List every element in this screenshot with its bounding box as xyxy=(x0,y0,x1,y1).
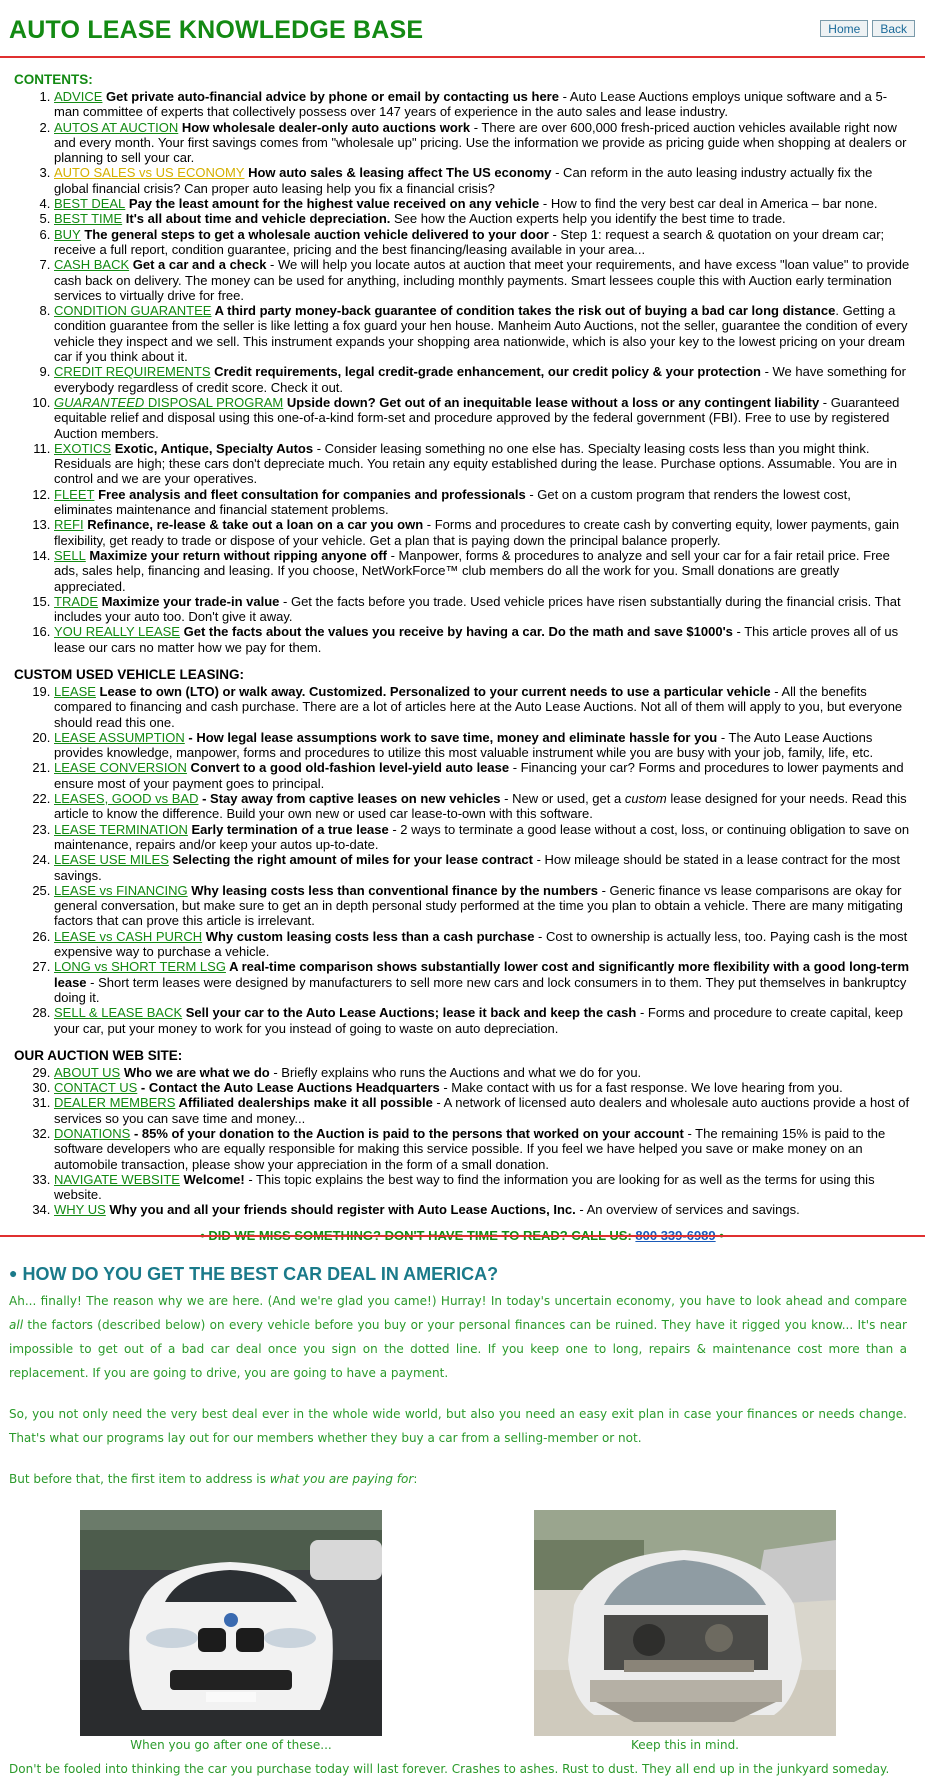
phone-link[interactable]: 800 339-6989 xyxy=(635,1227,716,1243)
toc-description: - Generic finance vs lease comparisons are okay for general conversation, but make sure to get an in depth personal study performed at the time you plan to obtain a vehicle. There are many mitigating factors that can prove this article is irrelevant. xyxy=(54,882,903,929)
toc-link-lease-vs-cash-purch[interactable] xyxy=(54,929,202,944)
toc-description: - Can reform in the auto leasing industry actually fix the global financial crisis? Can proper auto leasing help you fix a financial crisis? xyxy=(54,165,873,196)
toc-item xyxy=(54,395,910,441)
toc-description: - Get the facts before you trade. Used vehicle prices have risen substantially during the financial crisis. That includes your auto too. Don't give it away. xyxy=(54,593,901,625)
toc-link-best-time[interactable] xyxy=(54,211,122,226)
toc-link-label[interactable]: CONTACT US xyxy=(54,1080,138,1096)
toc-link-lease-vs-financing[interactable] xyxy=(54,883,188,898)
toc-link-lease-assumption[interactable] xyxy=(54,730,185,745)
p1-text-tail: the factors (described below) on every vehicle before you buy or your personal finances can be ruined. They have it rigged you know... It's near impossible to get out of a bad car deal once you sign on the dotted line. If you keep one to long, repairs & maintenance cost more than a replacement. If you are going to drive, you are going to have a payment. xyxy=(9,1318,907,1380)
toc-link-cash-back[interactable] xyxy=(54,257,129,272)
toc-item xyxy=(54,441,910,487)
p3-tail: : xyxy=(413,1472,418,1486)
toc-summary: Refinance, re-lease & take out a loan on a car you own xyxy=(83,517,424,533)
toc-description: - Step 1: request a search & quotation on your dream car; receive a full report, condition guarantee, pricing and the best financing/leasing available in your area... xyxy=(54,226,885,257)
toc-item xyxy=(54,1080,910,1095)
toc-item xyxy=(54,487,910,518)
toc-description: - Forms and procedures to create cash by converting equity, lower payments, gain flexibility, get ready to trade or dispose of your vehicle. Get a plan that is paying down the principal balance properly. xyxy=(54,517,900,548)
toc-description: - Auto Lease Auctions employs unique software and a 5-man committee of experts that collectively possess over 147 years of experience in the auto sales and lease industry. xyxy=(54,89,888,120)
site-title: AUTO LEASE KNOWLEDGE BASE xyxy=(9,16,424,44)
toc-description: - Cost to ownership is actually less, too. Paying cash is the most expensive way to purchase a vehicle. xyxy=(54,928,908,960)
toc-link-label[interactable]: LEASE vs CASH PURCH xyxy=(54,928,203,944)
toc-description: - Get on a custom program that renders the lowest cost, eliminates maintenance and financial statement problems. xyxy=(54,486,851,518)
toc-summary: - Contact the Auto Lease Auctions Headquarters xyxy=(137,1080,440,1096)
toc-link-label[interactable]: LEASE TERMINATION xyxy=(54,821,188,837)
toc-summary: How auto sales & leasing affect The US economy xyxy=(244,165,552,181)
toc-summary: A real-time comparison shows substantially lower cost and significantly more flexibility with a good long-term lease xyxy=(54,959,910,990)
toc-item xyxy=(54,165,910,196)
toc-item xyxy=(54,760,910,791)
toc-summary: Lease to own (LTO) or walk away. Customized. Personalized to your current needs to use a particular vehicle xyxy=(95,683,771,699)
wrecked-car-caption: Keep this in mind. xyxy=(631,1738,739,1752)
new-car-photo xyxy=(80,1510,382,1736)
toc-summary: Selecting the right amount of miles for your lease contract xyxy=(168,852,533,868)
article-title-text: HOW DO YOU GET THE BEST CAR DEAL IN AMERICA? xyxy=(22,1264,499,1284)
toc-summary: The general steps to get a wholesale auction vehicle delivered to your door xyxy=(80,226,549,242)
toc-link-label[interactable]: NAVIGATE WEBSITE xyxy=(54,1171,180,1187)
toc-summary: Upside down? Get out of an inequitable lease without a loss or any contingent liability xyxy=(283,394,820,410)
toc-summary: Maximize your trade-in value xyxy=(98,593,280,609)
toc-description: - 2 ways to terminate a good lease without a cost, loss, or continuing obligation to save on maintenance, repairs and/or keep your autos up-to-date. xyxy=(54,821,910,852)
toc-link-label[interactable]: AUTO SALES vs US ECONOMY xyxy=(54,165,245,181)
toc-link-label[interactable]: LEASE xyxy=(54,683,96,699)
toc-item xyxy=(54,1172,910,1203)
toc-description: - A network of licensed auto dealers and wholesale auto auctions provide a host of services so you can save time and money... xyxy=(54,1095,910,1126)
toc-item xyxy=(54,548,910,594)
toc-summary: Free analysis and fleet consultation for companies and professionals xyxy=(94,486,526,502)
toc-item xyxy=(54,89,910,120)
toc-item xyxy=(54,1095,910,1126)
toc-link-lease-conversion[interactable] xyxy=(54,760,187,775)
new-car-caption: When you go after one of these... xyxy=(130,1738,332,1752)
home-button[interactable]: Home xyxy=(820,20,868,37)
article-title xyxy=(9,1262,907,1285)
toc-description: - How to find the very best car deal in America – bar none. xyxy=(539,196,878,212)
toc-summary: Get the facts about the values you receive by having a car. Do the math and save $1000's xyxy=(179,624,733,640)
toc-description: - Forms and procedure to create capital, keep your car, put your money to work for you instead of going to waste on auto depreciation. xyxy=(54,1005,903,1036)
article-paragraph-1 xyxy=(9,1289,907,1385)
toc-link-label[interactable]: SELL & LEASE BACK xyxy=(54,1005,183,1021)
toc-link-label[interactable]: EXOTICS xyxy=(54,440,112,456)
website-list xyxy=(14,1065,910,1218)
website-heading: OUR AUCTION WEB SITE: xyxy=(14,1047,183,1063)
toc-link-label[interactable]: CASH BACK xyxy=(54,257,130,273)
article-paragraph-3 xyxy=(9,1467,907,1491)
toc-link-label[interactable]: TRADE xyxy=(54,593,99,609)
toc-summary: Credit requirements, legal credit-grade enhancement, our credit policy & your protection xyxy=(210,364,761,380)
toc-description: . Getting a condition guarantee from the seller is like letting a fox guard your hen house. Manheim Auto Auctions, not the seller, guarantee the condition of every vehicle they inspect and we sell. This instrument expands your shopping area nationwide, which is also your key to the lowest pricing on your dream car if you think about it. xyxy=(54,303,908,365)
toc-link-lease[interactable] xyxy=(54,684,96,699)
toc-summary: - 85% of your donation to the Auction is paid to the persons that worked on your account xyxy=(130,1126,684,1141)
toc-item xyxy=(54,883,910,929)
toc-link-guaranteed-disposal-program[interactable] xyxy=(54,395,283,410)
toc-item xyxy=(54,1202,910,1217)
toc-link-label[interactable]: WHY US xyxy=(54,1202,106,1218)
toc-link-condition-guarantee[interactable] xyxy=(54,303,211,318)
toc-link-label[interactable]: DISPOSAL PROGRAM xyxy=(144,394,284,410)
toc-summary: Convert to a good old-fashion level-yield auto lease xyxy=(186,760,510,776)
header xyxy=(0,0,925,58)
best-deal-article xyxy=(9,1262,907,1491)
callout-tail: • xyxy=(715,1227,724,1243)
toc-description: - We have something for everybody regardless of credit score. Check it out. xyxy=(54,364,906,395)
toc-link-best-deal[interactable] xyxy=(54,196,125,211)
toc-link-label[interactable]: LEASE USE MILES xyxy=(54,852,169,868)
toc-link-label[interactable]: FLEET xyxy=(54,486,95,502)
toc-link-exotics[interactable] xyxy=(54,441,111,456)
toc-item xyxy=(54,684,910,730)
toc-item xyxy=(54,730,910,761)
article-paragraph-2: So, you not only need the very best deal ever in the whole wide world, but also you need an easy exit plan in case your finances or needs change. That's what our programs lay out for our members whether they buy a car from a selling-member or not. xyxy=(9,1407,907,1445)
toc-link-long-vs-short-term-lsg[interactable] xyxy=(54,959,226,974)
toc-link-why-us[interactable] xyxy=(54,1202,106,1217)
table-of-contents xyxy=(14,72,910,1243)
toc-description: - There are over 600,000 fresh-priced auction vehicles available right now and every month. Your first savings comes from "wholesale up" pricing. Use the information we provide as pricing guide when shopping at dealers or planning to sell your car. xyxy=(54,119,907,166)
toc-item xyxy=(54,594,910,625)
toc-summary: Get private auto-financial advice by phone or email by contacting us here xyxy=(102,89,559,104)
toc-item xyxy=(54,517,910,548)
nav-buttons xyxy=(820,20,915,37)
toc-description-emphasis: custom xyxy=(624,791,667,807)
toc-link-label[interactable]: ABOUT US xyxy=(54,1064,121,1080)
toc-link-label[interactable]: LEASE vs FINANCING xyxy=(54,882,188,898)
p1-text: Ah... finally! The reason why we are here. (And we're glad you came!) Hurray! In today's uncertain economy, you have to look ahead and compare xyxy=(9,1294,907,1308)
toc-description-tail: lease designed for your needs. Read this article to know the difference. Build your own new or used car lease-to-own with this software. xyxy=(54,791,907,822)
toc-item xyxy=(54,852,910,883)
custom-leasing-heading: CUSTOM USED VEHICLE LEASING: xyxy=(14,666,245,682)
toc-description: - Financing your car? Forms and procedures to lower payments and ensure most of your payment goes to principal. xyxy=(54,760,904,791)
toc-link-label[interactable]: BUY xyxy=(54,226,81,242)
toc-link-credit-requirements[interactable] xyxy=(54,364,211,379)
p3-emphasis: what you are paying for xyxy=(269,1472,414,1486)
toc-description: See how the Auction experts help you identify the best time to trade. xyxy=(390,211,786,227)
toc-item xyxy=(54,257,910,303)
toc-link-refi[interactable] xyxy=(54,517,84,532)
toc-link-label[interactable]: ADVICE xyxy=(54,89,103,104)
toc-description: - Make contact with us for a fast response. We love hearing from you. xyxy=(439,1080,843,1096)
toc-link-donations[interactable] xyxy=(54,1126,130,1141)
toc-summary: Pay the least amount for the highest value received on any vehicle xyxy=(125,196,540,212)
p1-emphasis: all xyxy=(9,1318,24,1332)
toc-description: - Guaranteed equitable relief and disposal using this one-of-a-kind form-set and procedure approved by the federal government (FBI). Free to use by registered Auction members. xyxy=(54,394,900,441)
toc-description: - How mileage should be stated in a lease contract for the most savings. xyxy=(54,852,901,883)
toc-link-fleet[interactable] xyxy=(54,487,94,502)
toc-summary: Who we are what we do xyxy=(120,1064,270,1080)
toc-link-label[interactable]: BEST DEAL xyxy=(54,196,126,212)
toc-link-label[interactable]: YOU REALLY LEASE xyxy=(54,624,180,640)
toc-link-auto-sales-vs-us-economy[interactable] xyxy=(54,165,244,180)
section-divider xyxy=(0,1235,925,1237)
contents-heading: CONTENTS: xyxy=(14,72,93,87)
toc-link-label[interactable]: LONG vs SHORT TERM LSG xyxy=(54,959,226,975)
toc-link-sell[interactable] xyxy=(54,548,86,563)
toc-link-contact-us[interactable] xyxy=(54,1080,137,1095)
toc-link-buy[interactable] xyxy=(54,227,81,242)
toc-description: - We will help you locate autos at auction that meet your requirements, and have excess "loan value" to provide cash back on delivery. The money can be used for anything, including monthly payments. Smart lessees couple this with Auction early termination services to virtually drive for free. xyxy=(54,257,910,303)
toc-item xyxy=(54,1065,910,1080)
toc-summary: Why custom leasing costs less than a cash purchase xyxy=(202,928,535,944)
toc-description: - Short term leases were designed by manufacturers to sell more new cars and lock consumers in to them. They put themselves in bankruptcy doing it. xyxy=(54,974,907,1005)
toc-link-label[interactable]: LEASE ASSUMPTION xyxy=(54,729,185,745)
custom-leasing-list xyxy=(14,684,910,1036)
toc-description: - New or used, get a xyxy=(500,791,625,807)
toc-item xyxy=(54,227,910,258)
toc-item xyxy=(54,303,910,364)
toc-link-trade[interactable] xyxy=(54,594,98,609)
toc-summary: Early termination of a true lease xyxy=(187,821,389,837)
toc-link-advice[interactable] xyxy=(54,89,102,104)
toc-link-label[interactable]: LEASE CONVERSION xyxy=(54,760,187,776)
toc-item xyxy=(54,1005,910,1036)
toc-item xyxy=(54,929,910,960)
contents-list xyxy=(14,89,910,655)
callout-text: • DID WE MISS SOMETHING? DON'T HAVE TIME TO READ? CALL US: xyxy=(200,1227,636,1243)
toc-summary: Exotic, Antique, Specialty Autos xyxy=(111,440,314,456)
toc-summary: - Stay away from captive leases on new vehicles xyxy=(198,791,501,807)
toc-item xyxy=(54,1126,910,1172)
toc-link-label[interactable]: DEALER MEMBERS xyxy=(54,1095,176,1111)
toc-link-dealer-members[interactable] xyxy=(54,1095,175,1110)
toc-item xyxy=(54,211,910,226)
toc-link-label[interactable]: CONDITION GUARANTEE xyxy=(54,303,212,319)
toc-link-label[interactable]: SELL xyxy=(54,547,86,563)
toc-link-sell-lease-back[interactable] xyxy=(54,1005,182,1020)
toc-link-autos-at-auction[interactable] xyxy=(54,120,178,135)
photo-comparison xyxy=(0,1510,925,1750)
toc-item xyxy=(54,364,910,395)
toc-description: - All the benefits compared to financing and cash purchase. There are a lot of articles here at the Auto Lease Auctions. Not all of them will apply to you, but everyone should read this one. xyxy=(54,683,903,730)
toc-summary: Affiliated dealerships make it all possible xyxy=(175,1095,433,1111)
toc-link-leases-good-vs-bad[interactable] xyxy=(54,791,199,806)
toc-description: - Consider leasing something no one else has. Specialty leasing costs less than you might think. Residuals are high; these cars don't depreciate much. You retain any equity established during the lease. Purchase options. Assumable. You are in control and we are your operatives. xyxy=(54,440,897,487)
toc-description: - This article proves all of us lease our cars no matter how we pay for them. xyxy=(54,624,899,655)
toc-description: - Briefly explains who runs the Auctions and what we do for you. xyxy=(269,1064,642,1080)
toc-link-label[interactable]: AUTOS AT AUCTION xyxy=(54,119,179,135)
toc-summary: How wholesale dealer-only auto auctions work xyxy=(178,119,471,135)
toc-description: - This topic explains the best way to find the information you are looking for as well as the terms for using this website. xyxy=(54,1171,875,1203)
toc-link-navigate-website[interactable] xyxy=(54,1172,180,1187)
p3-text: But before that, the first item to address is xyxy=(9,1472,270,1486)
wrecked-car-photo xyxy=(534,1510,836,1736)
toc-description: - The Auto Lease Auctions provides knowledge, manpower, forms and procedures to utilize this most valuable instrument while you are busy with your job, family, life, etc. xyxy=(54,729,874,761)
toc-summary: Sell your car to the Auto Lease Auctions; lease it back and keep the cash xyxy=(182,1005,637,1021)
toc-link-lease-termination[interactable] xyxy=(54,822,188,837)
toc-item xyxy=(54,791,910,822)
toc-description: - An overview of services and savings. xyxy=(575,1202,800,1218)
toc-link-lease-use-miles[interactable] xyxy=(54,852,169,867)
toc-link-label[interactable]: LEASES, GOOD vs BAD xyxy=(54,791,199,807)
toc-link-about-us[interactable] xyxy=(54,1065,120,1080)
toc-link-emphasis[interactable]: GUARANTEED xyxy=(54,394,145,410)
toc-item xyxy=(54,120,910,166)
toc-summary: Maximize your return without ripping anyone off xyxy=(85,547,387,563)
toc-link-label[interactable]: DONATIONS xyxy=(54,1126,131,1141)
toc-summary: A third party money-back guarantee of condition takes the risk out of buying a bad car long distance xyxy=(211,303,836,319)
back-button[interactable]: Back xyxy=(872,20,915,37)
toc-item xyxy=(54,959,910,1005)
toc-summary: Why leasing costs less than conventional finance by the numbers xyxy=(187,882,598,898)
toc-item xyxy=(54,196,910,211)
toc-description: - Manpower, forms & procedures to analyze and sell your car for a fair retail price. Free ads, sales help, financing and leasing. If you choose, NetWorkForce™ club members do all the work for you. Small donations are greatly appreciated. xyxy=(54,547,890,594)
toc-description: - The remaining 15% is paid to the software developers who are equally responsible for making this service possible. If you feel we have helped you save or make money on an automobile transaction, please show your appreciation in the form of a small donation. xyxy=(54,1126,886,1172)
toc-summary: Why you and all your friends should register with Auto Lease Auctions, Inc. xyxy=(105,1202,576,1218)
toc-summary: Get a car and a check xyxy=(129,257,267,273)
toc-item xyxy=(54,624,910,655)
junkyard-note: Don't be fooled into thinking the car you purchase today will last forever. Crashes to ashes. Rust to dust. They all end up in the junkyard someday. xyxy=(9,1762,890,1776)
toc-summary: It's all about time and vehicle depreciation. xyxy=(122,211,391,227)
toc-item xyxy=(54,822,910,853)
toc-summary: - How legal lease assumptions work to save time, money and eliminate hassle for you xyxy=(184,729,718,745)
toc-link-label[interactable]: CREDIT REQUIREMENTS xyxy=(54,364,211,380)
toc-summary: Welcome! xyxy=(179,1171,245,1187)
toc-link-label[interactable]: REFI xyxy=(54,517,84,533)
title-bullet-icon: ● xyxy=(9,1265,18,1281)
toc-link-you-really-lease[interactable] xyxy=(54,624,180,639)
toc-link-label[interactable]: BEST TIME xyxy=(54,211,123,227)
